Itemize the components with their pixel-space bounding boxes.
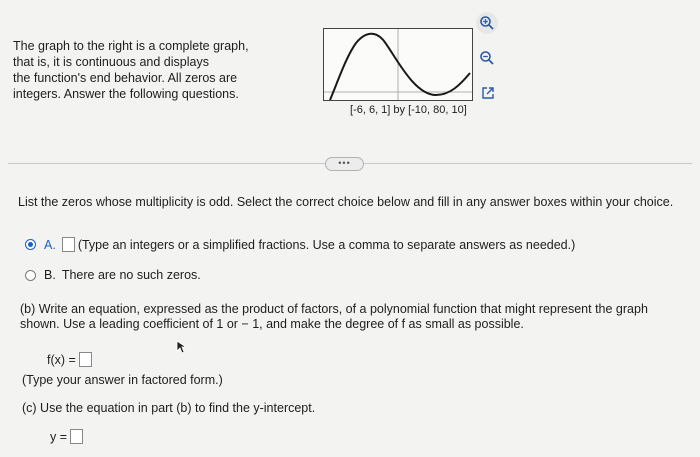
part-b-prompt: (b) Write an equation, expressed as the product of factors, of a polynomial function that might represent the graph shown. Use a leading coefficient of 1 or − 1, and make the degree of f as small as possible. bbox=[20, 302, 648, 331]
factored-form-hint: (Type your answer in factored form.) bbox=[22, 373, 223, 387]
y-intercept-answer-box[interactable] bbox=[70, 429, 83, 444]
mouse-cursor bbox=[176, 340, 188, 359]
choice-a-letter: A. bbox=[44, 237, 56, 252]
expand-more-button[interactable]: ••• bbox=[325, 157, 364, 171]
graph-window-label: [-6, 6, 1] by [-10, 80, 10] bbox=[350, 104, 467, 116]
part-c-prompt: (c) Use the equation in part (b) to find the y-intercept. bbox=[22, 401, 316, 415]
problem-intro bbox=[13, 38, 268, 102]
zeros-answer-box[interactable] bbox=[62, 237, 75, 252]
fx-answer-row bbox=[47, 352, 92, 367]
zoom-out-icon bbox=[479, 50, 495, 66]
cursor-icon bbox=[176, 340, 188, 354]
fx-answer-box[interactable] bbox=[79, 352, 92, 367]
intro-line: integers. Answer the following questions. bbox=[13, 87, 239, 101]
y-intercept-row bbox=[50, 429, 83, 444]
zoom-out-button[interactable] bbox=[476, 47, 498, 69]
open-new-window-icon bbox=[480, 85, 496, 101]
intro-line: that is, it is continuous and displays bbox=[13, 55, 209, 69]
choice-b-radio[interactable] bbox=[25, 270, 36, 281]
choice-b-text: There are no such zeros. bbox=[61, 268, 201, 282]
open-new-window-button[interactable] bbox=[478, 83, 498, 103]
fx-label: f(x) = bbox=[47, 352, 76, 367]
choice-a[interactable] bbox=[25, 237, 575, 252]
zoom-in-icon bbox=[479, 15, 495, 31]
intro-line: The graph to the right is a complete graph, bbox=[13, 39, 249, 53]
intro-line: the function's end behavior. All zeros are bbox=[13, 71, 238, 85]
polynomial-graph bbox=[324, 29, 472, 100]
y-label: y = bbox=[50, 429, 68, 444]
graph-thumbnail[interactable] bbox=[323, 28, 473, 101]
choice-b[interactable] bbox=[25, 268, 201, 282]
choice-a-radio[interactable] bbox=[25, 239, 36, 250]
polynomial-curve bbox=[330, 34, 470, 100]
choice-a-text: (Type an integers or a simplified fractions. Use a comma to separate answers as needed.) bbox=[77, 237, 576, 252]
choice-b-letter: B. bbox=[44, 268, 56, 282]
question-text: List the zeros whose multiplicity is odd. Select the correct choice below and fill in any answer boxes within your choice. bbox=[18, 195, 674, 209]
zoom-in-button[interactable] bbox=[476, 12, 498, 34]
